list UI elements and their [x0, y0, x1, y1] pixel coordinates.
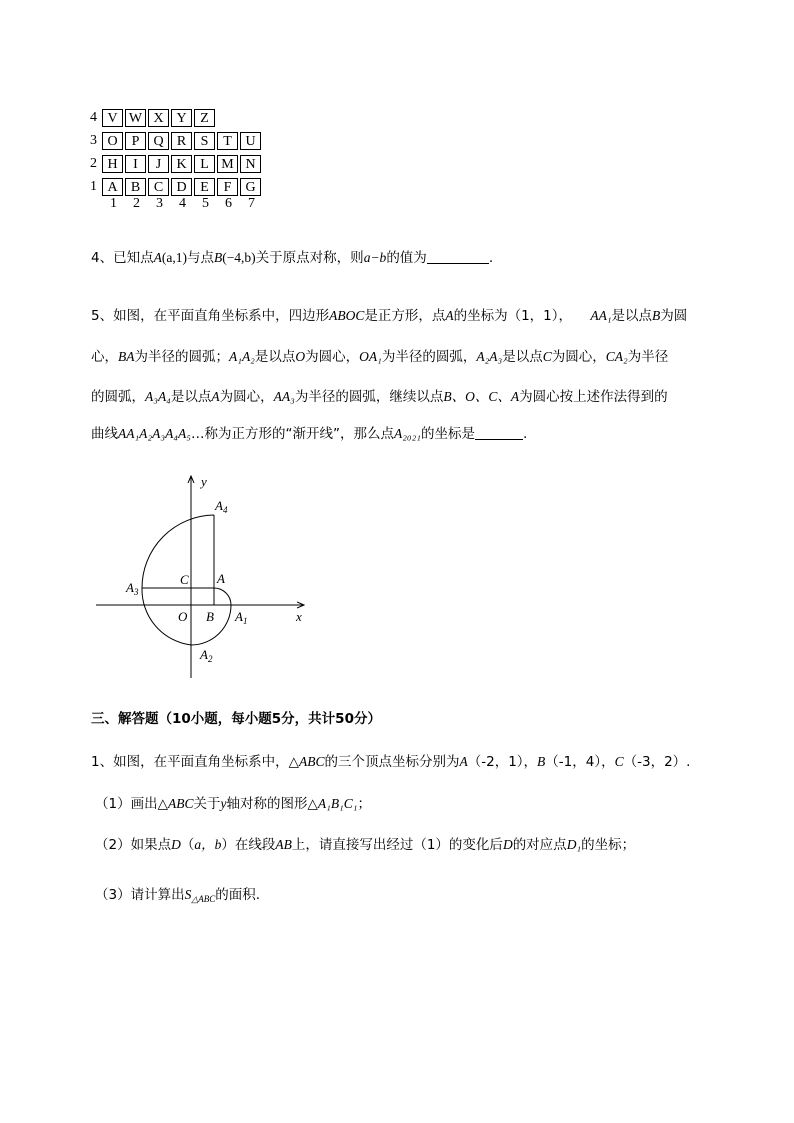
curve-name: AA₁A₂A₃A₄A₅	[118, 426, 191, 441]
y-axis-name: y	[220, 796, 227, 811]
label-B: B	[206, 609, 214, 624]
grid-cell: P	[125, 132, 146, 150]
square-ABOC	[191, 588, 214, 605]
arc-AA1	[214, 588, 231, 605]
point-B: B	[652, 308, 661, 323]
arc-A2A3: A₂A₃	[476, 349, 503, 364]
p1-text: 的面积.	[215, 887, 261, 903]
grid-row-number: 1	[90, 179, 97, 194]
q5-text: 的圆弧，	[91, 389, 145, 405]
answer-blank[interactable]	[427, 249, 489, 264]
x-label: x	[296, 609, 302, 624]
grid-cell: D	[171, 178, 192, 196]
p1-text: 的三个顶点坐标分别为	[324, 754, 460, 770]
problem-1-part-3	[95, 885, 260, 905]
label-C: C	[180, 572, 189, 587]
p1-text: （2）如果点	[95, 837, 172, 853]
point-B-coord: （-1，4），	[545, 754, 615, 770]
point-A: A	[459, 754, 468, 769]
center-points: B、O、C、A	[443, 389, 520, 404]
q5-text: 是以点	[254, 349, 296, 365]
grid-cell: S	[194, 132, 215, 150]
point-B: B	[537, 754, 546, 769]
grid-cell: K	[171, 155, 192, 173]
problem-1-part-2	[95, 835, 635, 855]
involute-figure	[90, 470, 320, 685]
question-5-line-3	[91, 387, 668, 407]
problem-1-part-1	[95, 794, 371, 814]
area-symbol: S	[184, 887, 192, 902]
point-D1: D₁	[566, 837, 582, 852]
q5-text: 是正方形，点	[364, 308, 446, 324]
segment-CA2: CA₂	[605, 349, 628, 364]
p1-text: 的坐标；	[581, 837, 636, 853]
label-A: A	[217, 571, 225, 586]
grid-cell: T	[217, 132, 238, 150]
segment-AB: AB	[275, 837, 292, 852]
arc-A1A2: A₁A₂	[229, 349, 255, 364]
q4-text: .	[488, 250, 494, 266]
grid-cell: E	[194, 178, 215, 196]
grid-cell: G	[240, 178, 261, 196]
arc-AA1: AA₁	[590, 308, 612, 323]
point-A-coord: (a,1)	[161, 250, 187, 265]
grid-cell: N	[240, 155, 261, 173]
p1-text: ；	[357, 796, 371, 812]
q5-text: 为圆心，	[219, 389, 274, 405]
grid-row	[90, 131, 263, 151]
triangle-A1B1C1: A₁B₁C₁	[317, 796, 358, 811]
grid-row	[90, 177, 263, 197]
grid-cell: H	[102, 155, 123, 173]
label-A4: $A_4$	[215, 498, 228, 515]
q5-text: 的坐标是	[420, 426, 475, 442]
p1-text: 1、如图，在平面直角坐标系中，△	[91, 754, 299, 770]
question-5-line-1	[91, 306, 687, 326]
q5-text: 为半径的圆弧，	[381, 349, 477, 365]
grid-cell: X	[148, 109, 169, 127]
label-A3: $A_3$	[126, 580, 139, 597]
p1-text: 关于	[193, 796, 221, 812]
grid-cell: B	[125, 178, 146, 196]
p1-text: （	[180, 837, 195, 853]
q5-text: 是以点	[170, 389, 212, 405]
point-D-coord: a，b	[194, 837, 222, 852]
point-B: B	[213, 250, 223, 265]
triangle-ABC: ABC	[298, 754, 325, 769]
triangle-ABC: ABC	[167, 796, 194, 811]
label-O: O	[178, 609, 188, 624]
q5-text: .	[522, 426, 528, 442]
q5-text: 为半径的圆弧，继续以点	[294, 389, 444, 405]
point-A: A	[211, 389, 220, 404]
grid-column-number: 2	[133, 196, 140, 211]
problem-1-intro	[91, 752, 690, 772]
grid-cell: J	[148, 155, 169, 173]
point-A: A	[153, 250, 162, 265]
grid-cell: L	[194, 155, 215, 173]
q5-text: 为半径的圆弧；	[134, 349, 229, 365]
segment-AA3: AA₃	[273, 389, 295, 404]
segment-OA1: OA₁	[359, 349, 382, 364]
grid-cell: R	[171, 132, 192, 150]
q5-text: 为圆心按上述作法得到的	[519, 389, 668, 405]
question-5-line-2	[91, 347, 668, 367]
point-A2021: A₂₀₂₁	[393, 426, 421, 441]
arc-A3A4: A₃A₄	[145, 389, 171, 404]
segment-BA: BA	[118, 349, 135, 364]
point-D: D	[502, 837, 513, 852]
question-4	[91, 248, 493, 268]
p1-text: （1）画出△	[95, 796, 168, 812]
q5-text: 为圆心，	[551, 349, 606, 365]
grid-cell: F	[217, 178, 238, 196]
point-B-coord: (−4,b)	[222, 250, 256, 265]
p1-text: ）在线段	[221, 837, 276, 853]
q5-text: 为圆心，	[305, 349, 360, 365]
area-subscript: △ABC	[191, 894, 216, 904]
point-A: A	[445, 308, 454, 323]
grid-cell: Y	[171, 109, 192, 127]
grid-column-number: 5	[202, 196, 209, 211]
q5-text: 为半径	[627, 349, 669, 365]
grid-cell: U	[240, 132, 261, 150]
q4-text: 的值为	[386, 250, 427, 266]
point-O: O	[295, 349, 306, 364]
q5-text: …称为正方形的“渐开线”，那么点	[190, 426, 394, 442]
y-label: y	[201, 474, 207, 489]
label-A2: $A_2$	[200, 647, 213, 664]
grid-row-number: 2	[90, 156, 97, 171]
q5-text: 为圆	[660, 308, 688, 324]
q4-text: 4、已知点	[91, 250, 154, 266]
grid-column-number: 7	[248, 196, 255, 211]
q4-text: 与点	[186, 250, 214, 266]
grid-column-numbers	[102, 196, 263, 212]
grid-column-number: 3	[156, 196, 163, 211]
question-5-line-4	[91, 424, 527, 444]
p1-text: （3）请计算出	[95, 887, 185, 903]
grid-column-number: 6	[225, 196, 232, 211]
grid-cell: W	[125, 109, 146, 127]
grid-row	[90, 154, 263, 174]
grid-cell: Z	[194, 109, 215, 127]
grid-column-number: 4	[179, 196, 186, 211]
grid-cell: Q	[148, 132, 169, 150]
point-D: D	[171, 837, 181, 852]
q4-text: 关于原点对称，则	[255, 250, 364, 266]
grid-row-number: 3	[90, 133, 97, 148]
q5-text: 心，	[91, 349, 118, 365]
point-A-coord: （-2，1），	[467, 754, 538, 770]
grid-cell: V	[102, 109, 123, 127]
grid-cell: M	[217, 155, 238, 173]
p1-text: 上，请直接写出经过（1）的变化后	[291, 837, 503, 853]
q5-text: 的坐标为（1，1），	[453, 308, 573, 324]
grid-row-number: 4	[90, 110, 97, 125]
q5-text: 是以点	[611, 308, 653, 324]
label-A1: $A_1$	[235, 609, 248, 626]
grid-column-number: 1	[110, 196, 117, 211]
answer-blank[interactable]	[475, 425, 523, 440]
q5-text: 是以点	[502, 349, 543, 365]
point-C: C	[614, 754, 624, 769]
arc-A3A4	[142, 515, 214, 588]
point-C-coord: （-3，2）.	[623, 754, 691, 770]
p1-text: 的对应点	[512, 837, 567, 853]
point-C: C	[542, 349, 552, 364]
grid-cell: A	[102, 178, 123, 196]
square-name: ABOC	[329, 308, 365, 323]
expression: a−b	[363, 250, 387, 265]
section-3-heading: 三、解答题（10小题，每小题5分，共计50分）	[91, 711, 381, 727]
grid-cell: O	[102, 132, 123, 150]
grid-cell: I	[125, 155, 146, 173]
grid-cell: C	[148, 178, 169, 196]
q5-text: 曲线	[91, 426, 118, 442]
p1-text: 轴对称的图形△	[226, 796, 318, 812]
q5-text: 5、如图，在平面直角坐标系中，四边形	[91, 308, 330, 324]
grid-row	[90, 108, 217, 128]
